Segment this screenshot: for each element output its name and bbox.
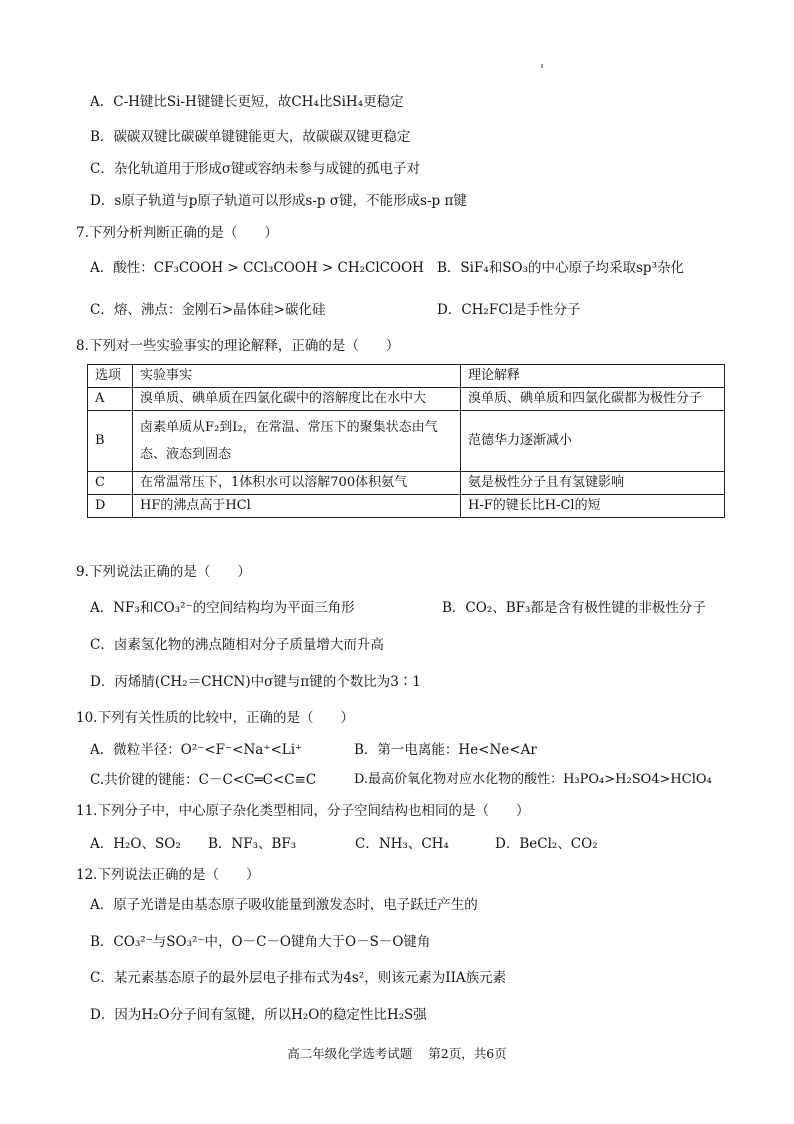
q9-option-c: C．卤素氢化物的沸点随相对分子质量增大而升高 xyxy=(90,637,384,653)
row-explanation: 氨是极性分子且有氢键影响 xyxy=(461,472,725,495)
footer-exam-title: 高二年级化学选考试题 xyxy=(287,1046,413,1061)
row-fact: 在常温常压下，1体积水可以溶解700体积氨气 xyxy=(133,472,461,495)
row-explanation: 溴单质、碘单质和四氯化碳都为极性分子 xyxy=(461,388,725,411)
footer-page-number: 第2页，共6页 xyxy=(428,1046,507,1061)
table-row xyxy=(88,411,725,472)
header-option: 选项 xyxy=(88,365,133,388)
q11-option-c: C．NH₃、CH₄ xyxy=(355,836,449,852)
q6-option-c: C．杂化轨道用于形成σ键或容纳未参与成键的孤电子对 xyxy=(90,161,421,177)
q7-option-a: A．酸性：CF₃COOH > CCl₃COOH > CH₂ClCOOH xyxy=(90,260,424,276)
q11-option-d: D．BeCl₂、CO₂ xyxy=(495,836,598,852)
q10-option-d: D.最高价氧化物对应水化物的酸性：H₃PO₄>H₂SO4>HClO₄ xyxy=(354,772,712,787)
table-row xyxy=(88,495,725,518)
table-row xyxy=(88,388,725,411)
q10-option-b: B．第一电离能：He<Ne<Ar xyxy=(354,742,537,758)
page-footer xyxy=(0,1044,794,1062)
q8-stem: 8.下列对一些实验事实的理论解释，正确的是（ ） xyxy=(76,338,400,354)
q12-option-d: D．因为H₂O分子间有氢键，所以H₂O的稳定性比H₂S强 xyxy=(90,1007,427,1023)
q6-option-b: B．碳碳双键比碳碳单键键能更大，故碳碳双键更稳定 xyxy=(90,129,411,145)
q9-option-d: D．丙烯腈(CH₂＝CHCN)中σ键与π键的个数比为3∶1 xyxy=(90,674,421,690)
header-fact: 实验事实 xyxy=(133,365,461,388)
q12-option-c: C．某元素基态原子的最外层电子排布式为4s²，则该元素为IIA族元素 xyxy=(90,970,507,986)
q6-option-d: D．s原子轨道与p原子轨道可以形成s-p σ键，不能形成s-p π键 xyxy=(90,193,467,209)
row-option: C xyxy=(88,472,133,495)
q12-option-b: B．CO₃²⁻与SO₃²⁻中，O－C－O键角大于O－S－O键角 xyxy=(90,934,431,950)
q9-stem: 9.下列说法正确的是（ ） xyxy=(76,564,251,580)
q8-table xyxy=(87,364,725,518)
q7-option-c: C．熔、沸点：金刚石>晶体硅>碳化硅 xyxy=(90,302,326,318)
scan-dot xyxy=(541,64,543,68)
q7-stem: 7.下列分析判断正确的是（ ） xyxy=(76,225,278,241)
table-header-row xyxy=(88,365,725,388)
q11-option-b: B．NF₃、BF₃ xyxy=(208,836,297,852)
q9-option-a: A．NF₃和CO₃²⁻的空间结构均为平面三角形 xyxy=(90,600,355,616)
row-fact: HF的沸点高于HCl xyxy=(133,495,461,518)
q12-option-a: A．原子光谱是由基态原子吸收能量到激发态时，电子跃迁产生的 xyxy=(90,897,478,913)
row-fact: 卤素单质从F₂到I₂，在常温、常压下的聚集状态由气态、液态到固态 xyxy=(133,411,461,472)
q12-stem: 12.下列说法正确的是（ ） xyxy=(76,867,260,883)
q11-option-a: A．H₂O、SO₂ xyxy=(90,836,181,852)
q7-option-b: B．SiF₄和SO₃的中心原子均采取sp³杂化 xyxy=(437,260,684,276)
row-explanation: 范德华力逐渐减小 xyxy=(461,411,725,472)
row-explanation: H-F的键长比H-Cl的短 xyxy=(461,495,725,518)
q10-option-c: C.共价键的键能：C－C<C═C<C≡C xyxy=(90,772,317,788)
q6-option-a: A．C-H键比Si-H键键长更短，故CH₄比SiH₄更稳定 xyxy=(90,94,404,110)
q7-option-d: D．CH₂FCl是手性分子 xyxy=(437,302,581,318)
q10-option-a: A．微粒半径：O²⁻<F⁻<Na⁺<Li⁺ xyxy=(90,742,303,758)
header-explanation: 理论解释 xyxy=(461,365,725,388)
q11-stem: 11.下列分子中，中心原子杂化类型相同，分子空间结构也相同的是（ ） xyxy=(76,803,530,819)
q10-stem: 10.下列有关性质的比较中，正确的是（ ） xyxy=(76,710,354,726)
table-row xyxy=(88,472,725,495)
row-fact: 溴单质、碘单质在四氯化碳中的溶解度比在水中大 xyxy=(133,388,461,411)
row-option: B xyxy=(88,411,133,472)
q9-option-b: B．CO₂、BF₃都是含有极性键的非极性分子 xyxy=(442,600,706,616)
row-option: A xyxy=(88,388,133,411)
row-option: D xyxy=(88,495,133,518)
